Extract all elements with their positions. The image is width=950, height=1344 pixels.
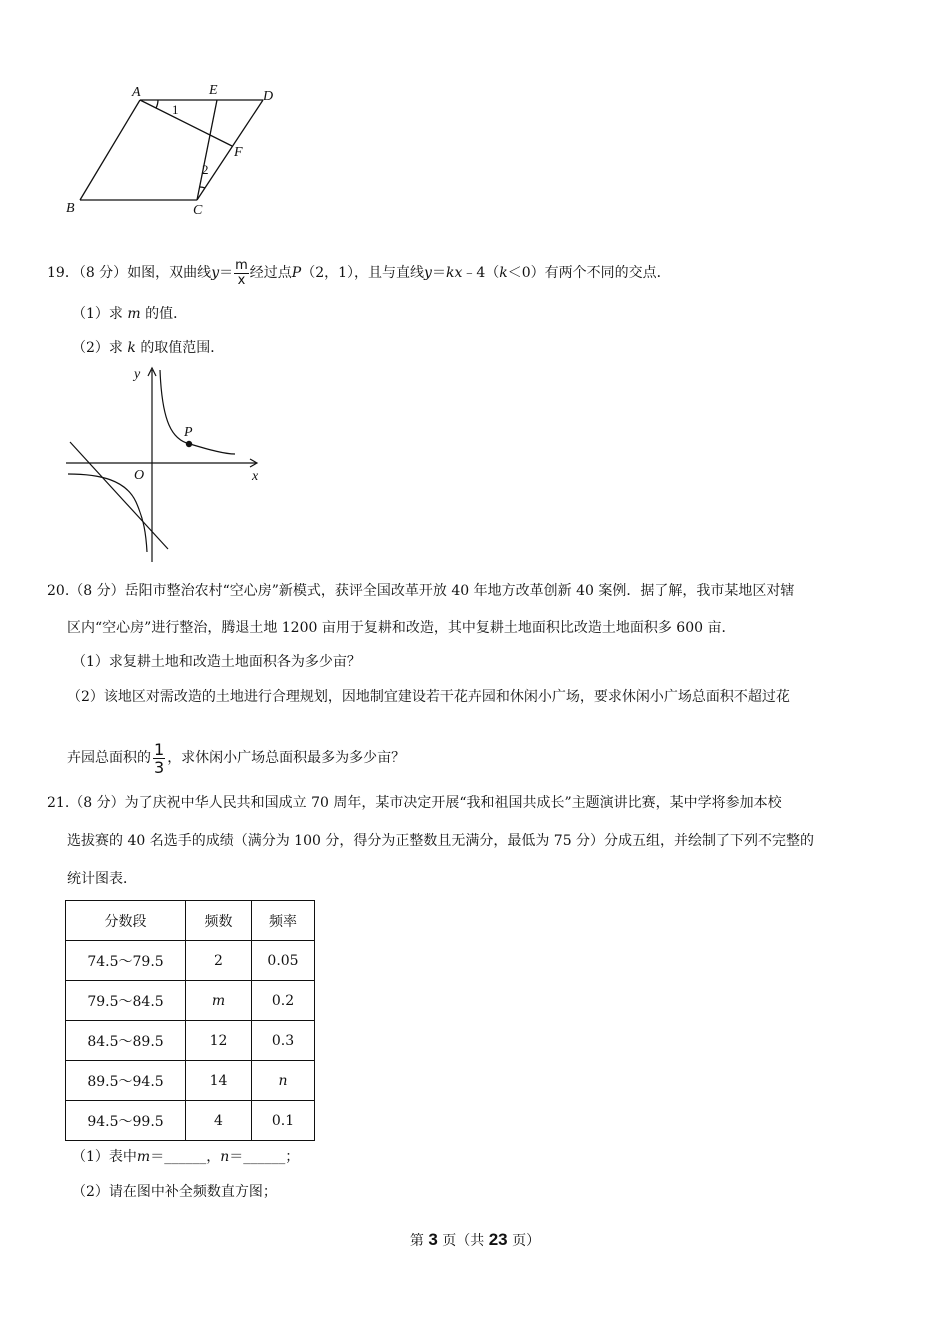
table-row [66, 1101, 315, 1141]
q21-sub1-eq2: ＝______； [229, 1149, 300, 1165]
origin-label: O [134, 468, 145, 483]
q21-line-2: 选拔赛的 40 名选手的成绩（满分为 100 分，得分为正整数且无满分，最低为 75 分）分成五组，并绘制了下列不完整的 [67, 833, 815, 849]
page-number: 3 [428, 1230, 438, 1249]
axis-label-x: x [252, 469, 259, 484]
q19-number: 19． [47, 265, 79, 281]
q19-text-4: ＝ [431, 265, 446, 281]
label-angle-2: 2 [202, 162, 209, 177]
segment-af [140, 100, 232, 146]
q19-var-k: k [445, 265, 455, 281]
q19-var-p: P [291, 265, 302, 281]
table-header: 频率 [252, 901, 315, 941]
hyperbola-branch-1 [160, 370, 235, 454]
table-row [66, 1061, 315, 1101]
hyperbola-graph [60, 362, 275, 572]
q19-var-y2: y [424, 265, 432, 281]
table-cell: 0.1 [252, 1101, 315, 1141]
footer-pre: 第 [409, 1233, 429, 1249]
q21-sub-1 [72, 1147, 299, 1167]
q20-sub-1: （1）求复耕土地和改造土地面积各为多少亩？ [72, 654, 361, 670]
q20-sub3-pre: 卉园总面积的 [67, 750, 151, 766]
edge-ab [80, 100, 140, 200]
table-cell: 89.5～94.5 [66, 1061, 186, 1101]
q21-var-m: m [136, 1149, 151, 1165]
point-p [186, 441, 192, 447]
q19-sub2-pre: （2）求 [72, 340, 123, 356]
label-a: A [132, 85, 141, 100]
q19-var-y: y [211, 265, 220, 281]
q20-line-1: 20.（8 分）岳阳市整治农村“空心房”新模式，获评全国改革开放 40 年地方改革创新 40 案例．据了解，我市某地区对辖 [47, 583, 795, 599]
q19-text-3: （2，1），且与直线 [301, 265, 425, 281]
q21-line-1: 21.（8 分）为了庆祝中华人民共和国成立 70 周年，某市决定开展“我和祖国共成长”主题演讲比赛，某中学将参加本校 [47, 795, 782, 811]
axis-label-y: y [134, 367, 141, 382]
q19-var-x: x [454, 265, 463, 281]
q19-var-k2: k [499, 265, 508, 281]
q19-frac-num: m [235, 257, 248, 273]
table-cell: 84.5～89.5 [66, 1021, 186, 1061]
q21-sub1-eq1: ＝______， [150, 1149, 221, 1165]
q19-sub2-post: 的取值范围． [140, 340, 225, 356]
frequency-table [65, 900, 315, 1141]
q20-sub-2-cont [67, 738, 405, 778]
q19-frac-den: x [237, 272, 246, 288]
point-p-label: P [184, 425, 193, 440]
table-cell: 14 [186, 1061, 252, 1101]
table-cell: 12 [186, 1021, 252, 1061]
table-row [66, 981, 315, 1021]
label-d: D [263, 89, 274, 104]
table-cell: 74.5～79.5 [66, 941, 186, 981]
q19-fraction [234, 259, 249, 288]
table-header: 分数段 [66, 901, 186, 941]
q21-line-3: 统计图表． [67, 871, 137, 887]
table-cell: n [252, 1061, 315, 1101]
q19-text-1: 如图，双曲线 [127, 265, 212, 281]
table-cell: 2 [186, 941, 252, 981]
table-header-row [66, 901, 315, 941]
q20-line-2: 区内“空心房”进行整治，腾退土地 1200 亩用于复耕和改造，其中复耕土地面积比改造土地面积多 600 亩． [67, 620, 736, 636]
q19-sub1-post: 的值． [145, 306, 188, 322]
q21-var-n: n [220, 1149, 230, 1165]
q19-sub-2 [72, 338, 224, 358]
table-cell: 0.05 [252, 941, 315, 981]
q19-sub1-var: m [127, 306, 141, 322]
label-angle-1: 1 [172, 102, 179, 117]
label-e: E [209, 83, 218, 98]
total-pages: 23 [488, 1230, 508, 1249]
table-row [66, 1021, 315, 1061]
label-f: F [234, 145, 243, 160]
q19-eq: ＝ [219, 265, 234, 281]
parallelogram-figure [60, 80, 290, 220]
q20-sub-2: （2）该地区对需改造的土地进行合理规划，因地制宜建设若干花卉园和休闲小广场，要求休闲小广场总面积不超过花 [67, 689, 790, 705]
q20-frac-den: 3 [154, 757, 165, 777]
table-cell: 0.3 [252, 1021, 315, 1061]
table-cell: m [186, 981, 252, 1021]
q19-sub2-var: k [127, 340, 136, 356]
footer-post: 页） [507, 1233, 541, 1249]
q19-sub1-pre: （1）求 [72, 306, 123, 322]
table-cell: 0.2 [252, 981, 315, 1021]
q20-fraction [153, 741, 165, 776]
q19-text-5: ﹣4（ [462, 265, 500, 281]
q20-frac-num: 1 [154, 739, 165, 759]
table-cell: 4 [186, 1101, 252, 1141]
table-header: 频数 [186, 901, 252, 941]
q19-stem [47, 258, 671, 288]
q19-text-2: 经过点 [249, 265, 292, 281]
table-cell: 79.5～84.5 [66, 981, 186, 1021]
q21-sub-2: （2）请在图中补全频数直方图； [72, 1184, 277, 1200]
q19-score: （8 分） [78, 265, 128, 281]
straight-line [70, 442, 168, 549]
q19-text-6: ＜0）有两个不同的交点． [507, 265, 671, 281]
label-c: C [193, 203, 203, 218]
footer-mid: 页（共 [437, 1233, 489, 1249]
table-cell: 94.5～99.5 [66, 1101, 186, 1141]
label-b: B [66, 201, 75, 216]
page-footer [0, 1230, 950, 1250]
table-row [66, 941, 315, 981]
q21-sub1-pre: （1）表中 [72, 1149, 137, 1165]
angle-arc-1 [156, 100, 158, 108]
q20-sub3-post: ，求休闲小广场总面积最多为多少亩？ [167, 750, 406, 766]
q19-sub-1 [72, 304, 187, 324]
